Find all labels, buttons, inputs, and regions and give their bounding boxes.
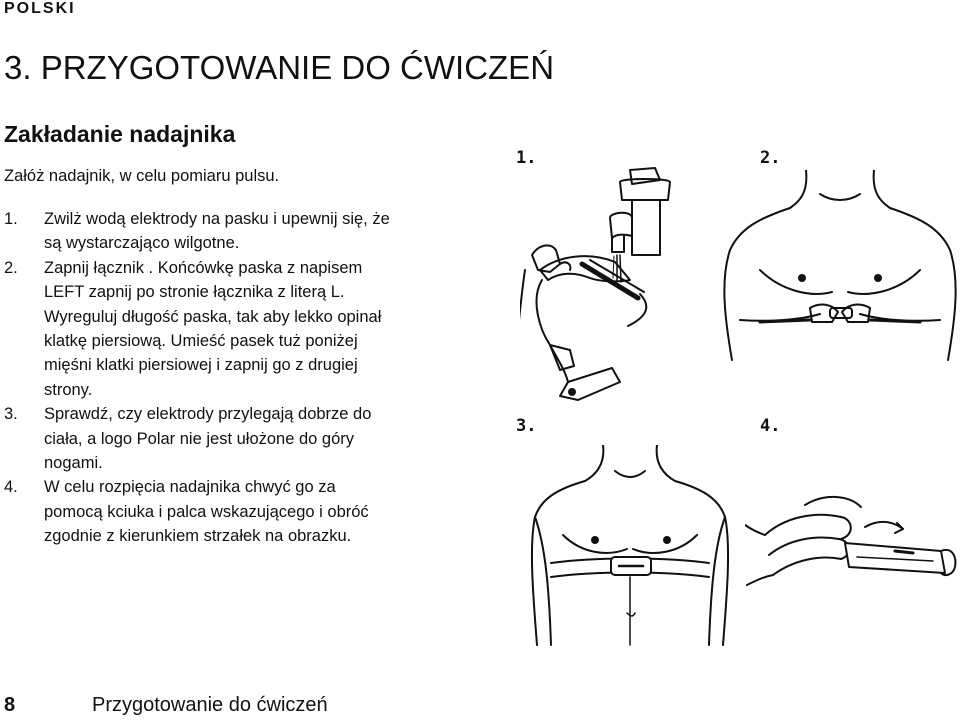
step-number: 3. <box>4 405 18 424</box>
strap-worn-illustration <box>515 445 745 655</box>
step-line: Zapnij łącznik . Końcówkę paska z napisem <box>44 258 363 277</box>
step-line: Wyreguluj długość paska, tak aby lekko opinał <box>44 307 382 326</box>
instruction-steps <box>4 207 484 549</box>
step-line: są wystarczająco wilgotne. <box>44 234 240 253</box>
step-line: nogami. <box>44 454 103 473</box>
step-line: strony. <box>44 380 93 399</box>
fasten-connector-illustration <box>720 170 960 380</box>
faucet-strap-illustration <box>520 160 700 410</box>
figure-number-4: 4. <box>760 416 781 436</box>
step-line: LEFT zapnij po stronie łącznika z literą L. <box>44 283 345 302</box>
unfasten-connector-illustration <box>745 455 957 625</box>
step-2 <box>4 256 484 402</box>
step-line: Sprawdź, czy elektrody przylegają dobrze do <box>44 405 372 424</box>
step-line: klatkę piersiową. Umieść pasek tuż poniżej <box>44 332 358 351</box>
step-number: 4. <box>4 478 18 497</box>
chapter-title: 3. PRZYGOTOWANIE DO ĆWICZEŃ <box>4 49 555 86</box>
step-4 <box>4 475 484 548</box>
step-line: zgodnie z kierunkiem strzałek na obrazku. <box>44 527 352 546</box>
step-line: Zwilż wodą elektrody na pasku i upewnij się, że <box>44 210 390 228</box>
figure-number-2: 2. <box>760 148 781 168</box>
step-3 <box>4 402 484 475</box>
step-line: W celu rozpięcia nadajnika chwyć go za <box>44 478 336 497</box>
figure-number-1: 1. <box>516 148 537 168</box>
figure-number-3: 3. <box>516 416 537 436</box>
step-number: 2. <box>4 258 18 277</box>
running-title: Przygotowanie do ćwiczeń <box>92 694 328 716</box>
step-line: mięśni klatki piersiowej i zapnij go z drugiej <box>44 356 358 375</box>
step-line: ciała, a logo Polar nie jest ułożone do góry <box>44 429 355 448</box>
section-title: Zakładanie nadajnika <box>4 121 236 147</box>
step-number: 1. <box>4 210 18 228</box>
step-1 <box>4 207 484 256</box>
intro-text: Załóż nadajnik, w celu pomiaru pulsu. <box>4 167 280 185</box>
language-label: POLSKI <box>4 0 76 17</box>
page-number: 8 <box>4 694 16 716</box>
step-line: pomocą kciuka i palca wskazującego i obróć <box>44 502 369 521</box>
